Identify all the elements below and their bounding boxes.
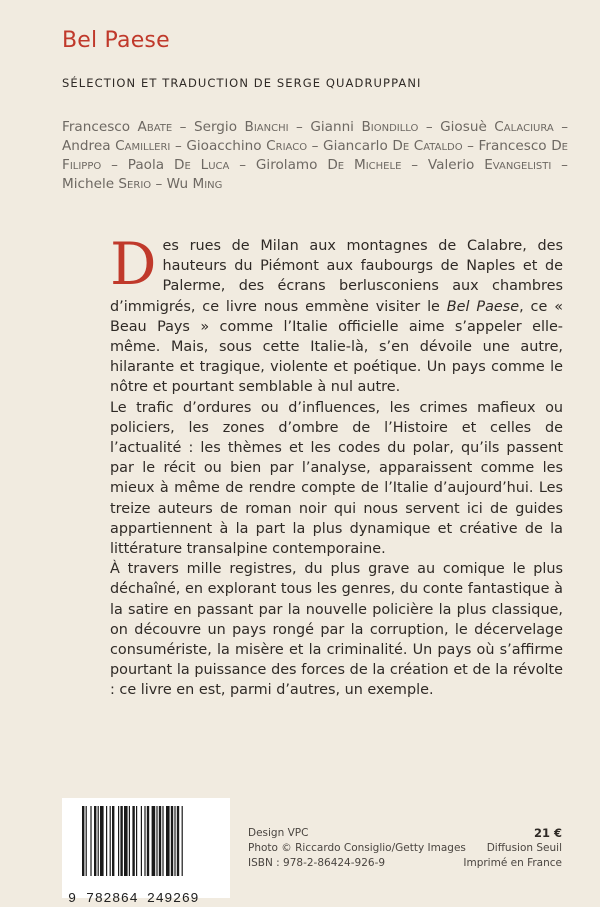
author-name: Gioacchino Criaco [186,138,308,154]
printed-in: Imprimé en France [463,857,562,869]
book-title-inline: Bel Paese [446,298,520,315]
author-name: Francesco Abate [62,119,173,135]
blurb-paragraph-3: À travers mille registres, du plus grave au comique le plus déchaîné, en explorant tous les genres, du conte fantastique à la satire en passant par la nouvelle policière la plus classique, on découvre un pays rongé par la corruption, le décervelage consumériste, la misère et la criminalité. Un pays où s’affirme pourtant la puissance des forces de la création et de la révolte : ce livre en est, parmi d’autres, un exemple. [110,561,563,699]
author-name: Francesco De Filippo [62,138,568,173]
back-cover-blurb [110,230,564,701]
distribution: Diffusion Seuil [486,842,562,854]
photo-credit: Photo © Riccardo Consiglio/Getty Images [248,842,466,854]
author-name: Girolamo De Michele [255,157,402,173]
author-name: Gianni Biondillo [310,119,419,135]
author-name: Andrea Camilleri [62,138,171,154]
author-name: Paola De Luca [127,157,230,173]
isbn-barcode: 9 782864 249269 [62,798,230,898]
price: 21 € [533,826,562,840]
blurb-paragraph-1: Des rues de Milan aux montagnes de Calabre, des hauteurs du Piémont aux faubourgs de Naples et de Palerme, des écrans berlusconiens aux chambres d’immigrés, ce livre nous emmène visiter le Bel Paese, ce « Beau Pays » comme l’Italie officielle aime s’appeler elle-même. Mais, sous cette Italie-là, s’en dévoile une autre, hilarante et tragique, violente et poétique. Un pays comme le nôtre et pourtant semblable à nul autre. [110,230,564,396]
design-credit: Design VPC [248,827,309,839]
barcode-bars [82,806,214,876]
book-title: Bel Paese [62,28,170,53]
drop-cap: D [110,230,157,298]
author-name: Michele Serio [62,176,152,192]
credits-block [248,826,466,871]
publisher-block [463,826,562,871]
author-name: Wu Ming [166,176,223,192]
author-name: Giosuè Calaciura [440,119,554,135]
blurb-paragraph-2: Le trafic d’ordures ou d’influences, les crimes mafieux ou policiers, les zones d’ombre de l’Histoire et celles de l’actualité : les thèmes et les codes du polar, qu’ils passent par le récit ou bien par l’analyse, apparaissent comme les mieux à même de rendre compte de l’Italie d’aujourd’hui. Les treize auteurs de roman noir qui nous servent ici de guides appartiennent à la part la plus dynamique et créative de la littérature transalpine contemporaine. [110,399,563,558]
translator-line: SÉLECTION ET TRADUCTION DE SERGE QUADRUPPANI [62,76,422,90]
author-name: Sergio Bianchi [193,119,289,135]
author-name: Giancarlo De Cataldo [323,138,463,154]
isbn-text: ISBN : 978-2-86424-926-9 [248,857,386,869]
author-list: Francesco Abate – Sergio Bianchi – Gianni Biondillo – Giosuè Calaciura – Andrea Camilleri – Gioacchino Criaco – Giancarlo De Cataldo – Francesco De Filippo – Paola De Luca – Girolamo De Michele – Valerio Evangelisti – Michele Serio – Wu Ming [62,119,569,192]
author-name: Valerio Evangelisti [427,157,552,173]
